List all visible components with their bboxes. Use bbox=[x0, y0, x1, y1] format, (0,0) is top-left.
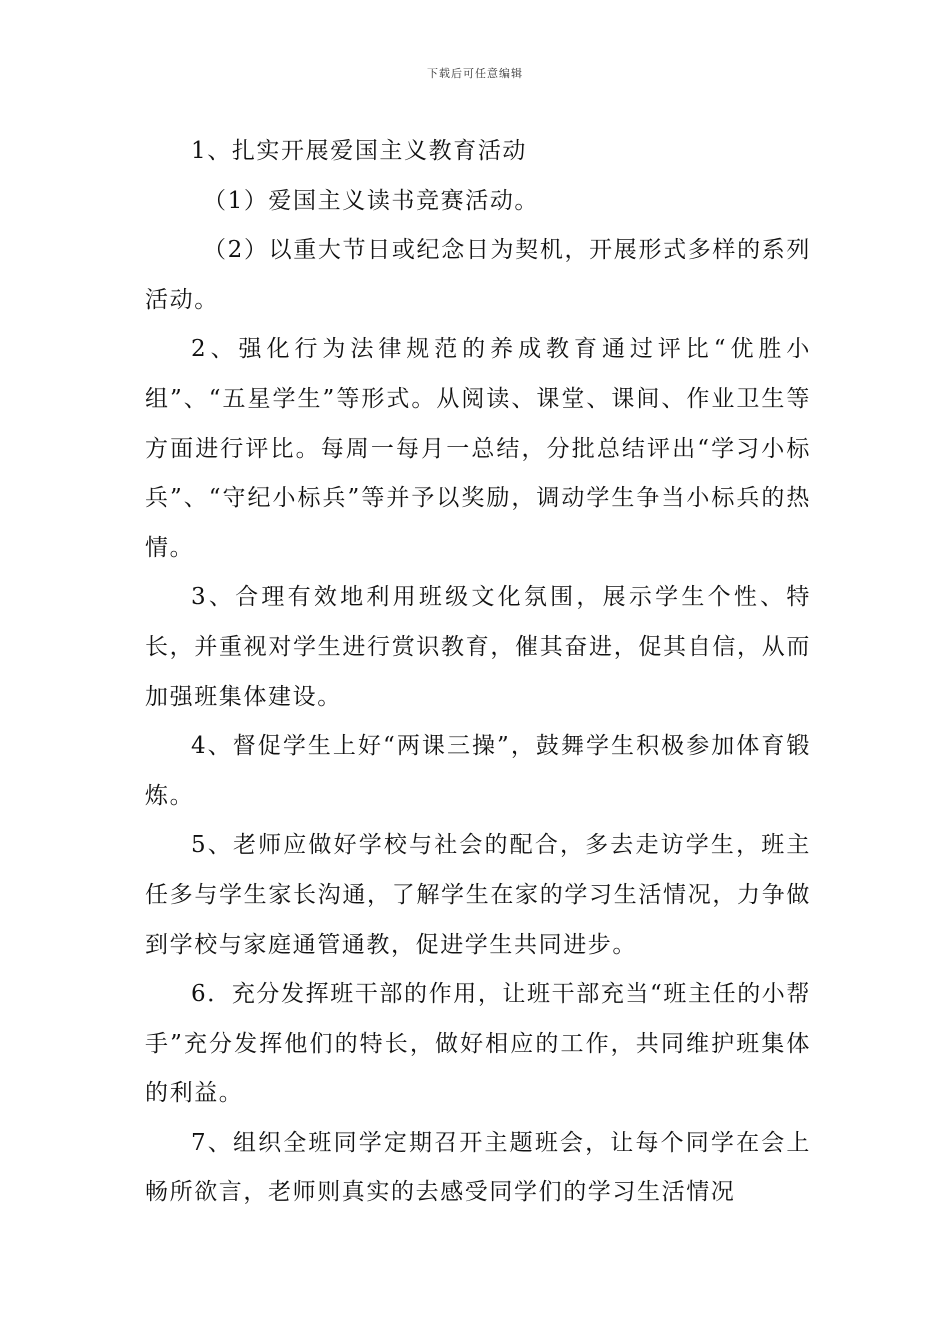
paragraph-3: 3、合理有效地利用班级文化氛围，展示学生个性、特长，并重视对学生进行赏识教育，催其奋进，促其自信，从而加强班集体建设。 bbox=[145, 584, 811, 710]
paragraph-5: 5、老师应做好学校与社会的配合，多去走访学生，班主任多与学生家长沟通，了解学生在家的学习生活情况，力争做到学校与家庭通管通教，促进学生共同进步。 bbox=[145, 832, 811, 958]
paragraph-4: 4、督促学生上好“两课三操”，鼓舞学生积极参加体育锻炼。 bbox=[145, 733, 811, 809]
paragraph-1: 1、扎实开展爱国主义教育活动 bbox=[191, 138, 528, 164]
paragraph-6: 6．充分发挥班干部的作用，让班干部充当“班主任的小帮手”充分发挥他们的特长，做好相应的工作，共同维护班集体的利益。 bbox=[145, 981, 811, 1107]
paragraph-1-2: （2）以重大节日或纪念日为契机，开展形式多样的系列活动。 bbox=[145, 237, 811, 313]
paragraph-2: 2、强化行为法律规范的养成教育通过评比“优胜小组”、“五星学生”等形式。从阅读、课堂、课间、作业卫生等方面进行评比。每周一每月一总结，分批总结评出“学习小标兵”、“守纪小标兵”等并予以奖励，调动学生争当小标兵的热情。 bbox=[145, 336, 811, 561]
page-header-note: 下载后可任意编辑 bbox=[427, 67, 523, 80]
document-body bbox=[145, 127, 811, 1218]
paragraph-7: 7、组织全班同学定期召开主题班会，让每个同学在会上畅所欲言，老师则真实的去感受同学们的学习生活情况 bbox=[145, 1129, 811, 1206]
paragraph-1-1: （1）爱国主义读书竞赛活动。 bbox=[203, 187, 540, 214]
